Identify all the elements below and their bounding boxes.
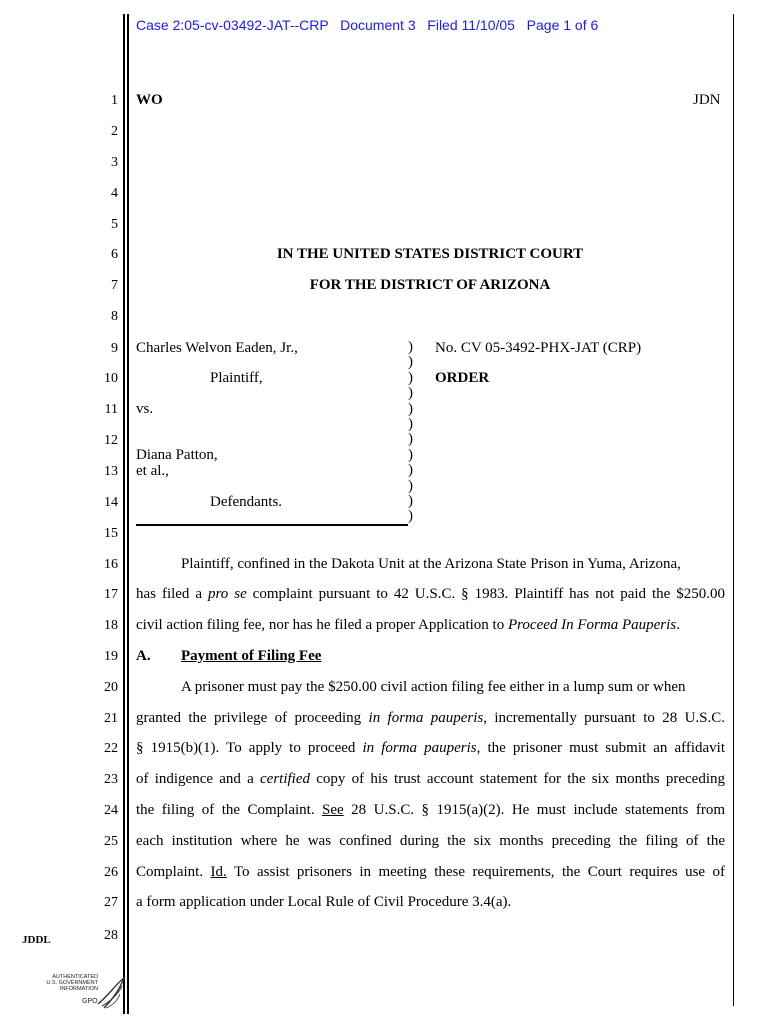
header-filed: Filed 11/10/05 [427, 17, 515, 33]
plaintiff-name: Charles Welvon Eaden, Jr., [136, 340, 298, 356]
right-margin-rule [733, 14, 734, 1006]
court-title-line-2: FOR THE DISTRICT OF ARIZONA [309, 277, 551, 293]
p1-l1: Plaintiff, confined in the Dakota Unit at the Arizona State Prison in Yuma, Arizona, [181, 556, 681, 572]
line-number: 22 [104, 741, 118, 756]
header-document: Document 3 [340, 17, 416, 33]
line-number: 6 [111, 247, 118, 262]
wo-marker: WO [136, 92, 163, 108]
p2-l4a: of indigence and a [136, 771, 261, 787]
line-number: 12 [104, 433, 118, 448]
left-margin-rule-1 [123, 14, 125, 1014]
line-number: 7 [111, 278, 118, 293]
line-number: 2 [111, 124, 118, 139]
id-citation: Id. [210, 864, 227, 880]
gpo-authentication-logo [40, 974, 130, 1014]
body-line-22 [136, 740, 725, 757]
line-number: 17 [104, 587, 118, 602]
defendant-role: Defendants. [210, 494, 283, 510]
line-number: 15 [104, 526, 118, 541]
p1-l2-ital: pro se [208, 586, 247, 602]
line-number: 8 [111, 309, 118, 324]
p2-l3b: , the prisoner must submit an affidavit [476, 740, 725, 756]
line-number: 21 [104, 711, 118, 726]
body-line-25 [136, 833, 725, 850]
line-number: 9 [111, 341, 118, 356]
p2-l2a: granted the privilege of proceeding [136, 710, 369, 726]
court-title-line-1: IN THE UNITED STATES DISTRICT COURT [276, 246, 584, 262]
line-number: 20 [104, 680, 118, 695]
filing-header [136, 17, 598, 33]
line-number: 10 [104, 371, 118, 386]
body-line-16 [181, 556, 681, 573]
line-number: 1 [111, 93, 118, 108]
p2-l7b: To assist prisoners in meeting these requirements, the Court requires use of [226, 864, 725, 880]
p2-l1: A prisoner must pay the $250.00 civil action filing fee either in a lump sum or when [181, 679, 686, 695]
p2-l6: each institution where he was confined during the six months preceding the filing of the [136, 833, 725, 849]
p2-l3a: § 1915(b)(1). To apply to proceed [136, 740, 363, 756]
body-line-23 [136, 771, 725, 788]
line-number: 11 [104, 402, 118, 417]
body-line-20 [181, 679, 685, 696]
case-number: No. CV 05-3492-PHX-JAT (CRP) [435, 340, 642, 356]
line-number: 13 [104, 464, 118, 479]
header-case: Case 2:05-cv-03492-JAT--CRP [136, 17, 329, 33]
p2-l4-ital: certified [260, 771, 310, 787]
order-title: ORDER [435, 370, 490, 386]
defendant-name-2: et al., [136, 463, 169, 479]
p2-l2b: , incrementally pursuant to 28 U.S.C. [483, 710, 725, 726]
body-line-21 [136, 710, 725, 727]
p2-l5b: 28 U.S.C. § 1915(a)(2). He must include statements from [343, 802, 725, 818]
p1-l3b: . [676, 617, 680, 633]
p2-l2-ital: in forma pauperis [368, 710, 484, 726]
jddl-marker: JDDL [22, 934, 51, 946]
body-line-24 [136, 802, 725, 819]
gpo-caption: AUTHENTICATED U.S. GOVERNMENT INFORMATION [46, 974, 98, 992]
body-line-26 [136, 864, 725, 881]
line-number: 19 [104, 649, 118, 664]
p1-l2b: complaint pursuant to 42 U.S.C. § 1983. Plaintiff has not paid the $250.00 [246, 586, 726, 602]
p2-l5a: the filing of the Complaint. [136, 802, 323, 818]
plaintiff-role: Plaintiff, [210, 370, 263, 386]
p1-l3a: civil action filing fee, nor has he filed a proper Application to [136, 617, 508, 633]
line-number: 16 [104, 557, 118, 572]
defendant-name-1: Diana Patton, [136, 447, 218, 463]
line-number: 24 [104, 803, 118, 818]
body-line-18 [136, 617, 680, 634]
left-margin-rule-2 [127, 14, 129, 1014]
caption-parentheses: ) ) ) ) ) ) ) ) ) ) ) ) [408, 339, 413, 525]
header-page: Page 1 of 6 [526, 17, 599, 33]
gpo-eagle-icon [90, 974, 130, 1014]
gpo-label: GPO [82, 998, 98, 1005]
section-a-number: A. [136, 648, 151, 664]
versus: vs. [136, 401, 154, 417]
see-citation: See [322, 802, 344, 818]
line-number: 18 [104, 618, 118, 633]
caption-rule [136, 524, 408, 526]
line-number: 4 [111, 186, 118, 201]
body-line-27 [136, 894, 511, 911]
p1-l3-ital: Proceed In Forma Pauperis [507, 617, 677, 633]
jdn-marker: JDN [693, 92, 721, 108]
p1-l2a: has filed a [136, 586, 208, 602]
p2-l7a: Complaint. [136, 864, 211, 880]
line-number: 26 [104, 865, 118, 880]
line-number: 27 [104, 895, 118, 910]
body-line-17 [136, 586, 725, 603]
p2-l3-ital: in forma pauperis [362, 740, 477, 756]
line-number: 3 [111, 155, 118, 170]
line-number: 28 [104, 928, 118, 943]
p2-l8: a form application under Local Rule of Civil Procedure 3.4(a). [136, 894, 512, 910]
line-number: 25 [104, 834, 118, 849]
line-number: 14 [104, 495, 118, 510]
section-a-heading: Payment of Filing Fee [181, 648, 322, 664]
p2-l4b: copy of his trust account statement for the six months preceding [310, 771, 726, 787]
line-number: 5 [111, 217, 118, 232]
line-number: 23 [104, 772, 118, 787]
